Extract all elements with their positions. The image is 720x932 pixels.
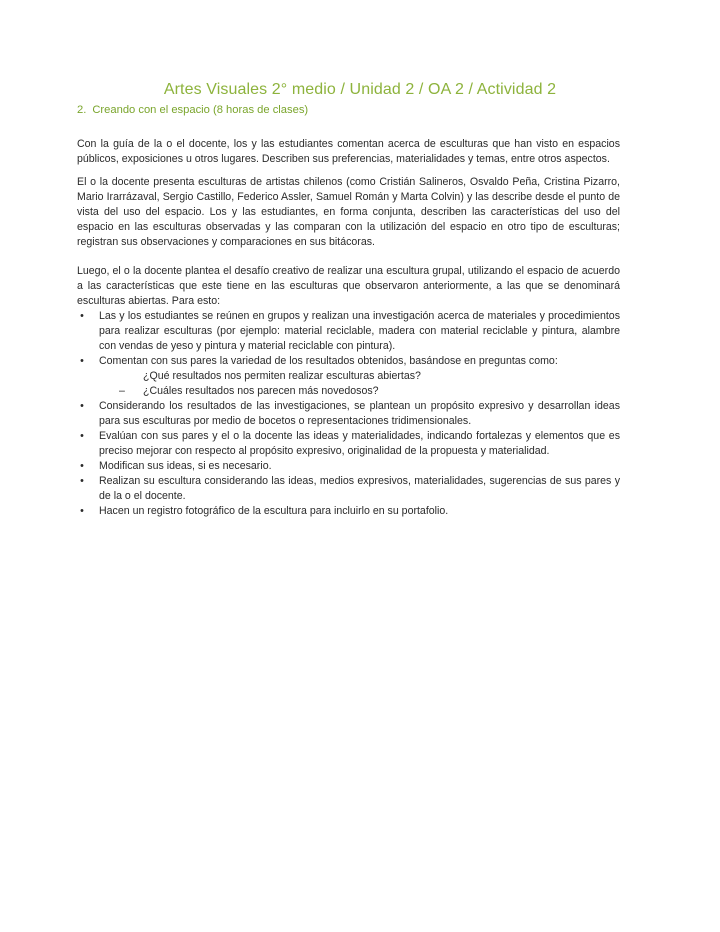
section-heading — [77, 104, 308, 116]
bullet-icon: • — [80, 430, 84, 442]
dash-icon: – — [119, 385, 125, 397]
list-item — [77, 399, 620, 429]
question-item — [77, 384, 620, 399]
list-item — [77, 429, 620, 459]
list-item — [77, 474, 620, 504]
question-text: ¿Qué resultados nos permiten realizar esculturas abiertas? — [143, 370, 421, 382]
list-item-text: Considerando los resultados de las investigaciones, se plantean un propósito expresivo y desarrollan ideas para sus esculturas por medio de bocetos o representaciones tridimensionales. — [99, 400, 620, 427]
bullet-icon: • — [80, 400, 84, 412]
list-item-text: Las y los estudiantes se reúnen en grupos y realizan una investigación acerca de materiales y procedimientos para realizar esculturas (por ejemplo: material reciclable, madera con material reciclable y pintura, alambre con vendas de yeso y pintura y material reciclable con pintura). — [99, 310, 620, 352]
bullet-icon: • — [80, 310, 84, 322]
bullet-icon: • — [80, 460, 84, 472]
paragraph-artists: El o la docente presenta esculturas de artistas chilenos (como Cristián Salineros, Osvaldo Peña, Cristina Pizarro, Mario Irarrázaval, Sergio Castillo, Federico Assler, Samuel Román y Marta Colvin) y las describe desde el punto de vista del uso del espacio. Los y las estudiantes, en forma conjunta, describen las características del uso del espacio en las esculturas observadas y las comparan con la utilización del espacio en otro tipo de esculturas; registran sus observaciones y comparaciones en sus bitácoras. — [77, 176, 620, 248]
paragraph-challenge: Luego, el o la docente plantea el desafío creativo de realizar una escultura grupal, utilizando el espacio de acuerdo a las características que este tiene en las esculturas que observaron anteriormente, a las que se denominará esculturas abiertas. Para esto: — [77, 265, 620, 307]
list-item-text: Evalúan con sus pares y el o la docente las ideas y materialidades, indicando fortalezas y elementos que es preciso mejorar con respecto al propósito expresivo, originalidad de la propuesta y materialidad. — [99, 430, 620, 457]
section-title: Creando con el espacio (8 horas de clases) — [92, 104, 309, 116]
question-list — [77, 369, 620, 399]
list-item-text: Modifican sus ideas, si es necesario. — [99, 460, 272, 472]
document-body — [77, 137, 620, 519]
list-item — [77, 504, 620, 519]
list-item — [77, 309, 620, 354]
document-title: Artes Visuales 2° medio / Unidad 2 / OA 2 / Actividad 2 — [163, 81, 557, 98]
question-item — [77, 369, 620, 384]
list-item-text: Hacen un registro fotográfico de la escultura para incluirlo en su portafolio. — [99, 505, 449, 517]
list-item-text: Comentan con sus pares la variedad de los resultados obtenidos, basándose en preguntas como: — [99, 355, 558, 367]
bullet-icon: • — [80, 505, 84, 517]
question-text: ¿Cuáles resultados nos parecen más novedosos? — [143, 385, 379, 397]
list-item — [77, 354, 620, 369]
activity-list — [77, 309, 620, 519]
section-number: 2. — [77, 104, 87, 116]
sub-list-container — [77, 369, 620, 399]
bullet-icon: • — [80, 475, 84, 487]
list-item-text: Realizan su escultura considerando las ideas, medios expresivos, materialidades, sugerencias de sus pares y de la o el docente. — [99, 475, 620, 502]
list-item — [77, 459, 620, 474]
bullet-icon: • — [80, 355, 84, 367]
paragraph-intro: Con la guía de la o el docente, los y las estudiantes comentan acerca de esculturas que han visto en espacios públicos, exposiciones u otros lugares. Describen sus preferencias, materialidades y temas, entre otros aspectos. — [77, 138, 620, 165]
